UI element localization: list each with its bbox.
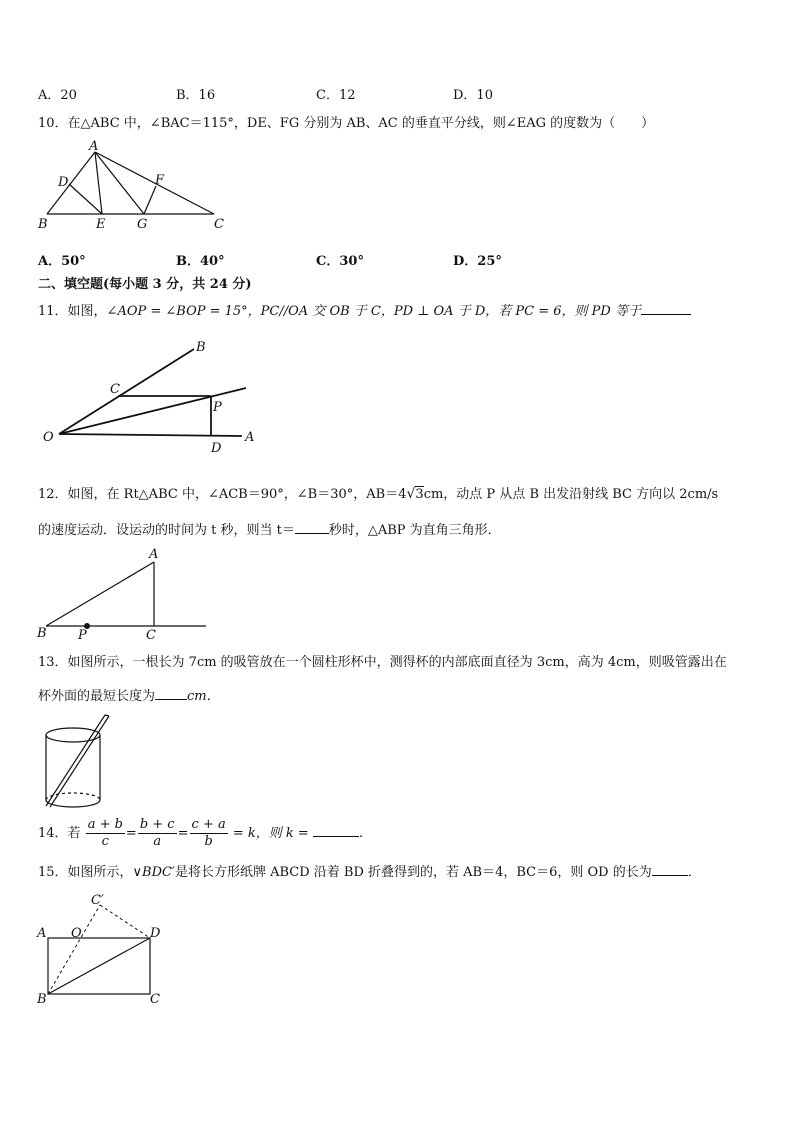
q15-label-o: O (71, 926, 82, 941)
q15-rectangle-fold-figure (36, 890, 176, 1010)
q10-option-b: B．40° (176, 254, 225, 269)
q10-label-e: E (96, 217, 106, 232)
q12-line2-a: 的速度运动．设运动的时间为 t 秒，则当 t＝ (38, 523, 295, 538)
q10-text: 10．在△ABC 中，∠BAC＝115°，DE、FG 分别为 AB、AC 的垂直平分线，则∠EAG 的度数为（ ） (38, 116, 655, 131)
q13-line2 (38, 687, 220, 706)
q10-label-a: A (89, 139, 99, 154)
q10-label-c: C (214, 217, 224, 232)
q13-line1: 13．如图所示，一根长为 7cm 的吸管放在一个圆柱形杯中，测得杯的内部底面直径为 3cm，高为 4cm，则吸管露出在 (38, 655, 727, 670)
q15-expression: ∨BDC′ (132, 865, 175, 880)
q15-label-c: C (150, 992, 160, 1007)
q14-answer-blank[interactable] (313, 824, 359, 837)
q9-option-c: C．12 (316, 88, 356, 103)
q12-right-triangle-figure (36, 545, 216, 645)
fraction-1-denominator: c (101, 834, 109, 849)
q10-label-f: F (155, 173, 165, 188)
q10-label-b: B (38, 217, 48, 232)
q11-label-c: C (110, 382, 120, 397)
fraction-2 (138, 817, 177, 850)
q12-label-p: P (78, 628, 87, 643)
q9-option-a: A．20 (38, 88, 77, 103)
q11-label-d: D (211, 441, 222, 456)
q15-text-a: 15．如图所示， (38, 865, 133, 880)
q10-option-d: D．25° (453, 254, 502, 269)
q9-option-b: B．16 (176, 88, 216, 103)
q15-text-b: 是将长方形纸牌 ABCD 沿着 BD 折叠得到的，若 AB＝4，BC＝6，则 OD 的长为 (174, 865, 652, 880)
fraction-2-denominator: a (153, 834, 162, 849)
q12-line2 (38, 521, 501, 540)
q14-prefix: 14．若 (38, 826, 81, 841)
fraction-3-numerator: c + a (191, 817, 226, 832)
q11-label-p: P (213, 400, 222, 415)
q14-text: 14．若 $\frac{a + b}{c}$ = $\frac{b + c}{a}$ = $\frac{c + a}{b}$ = k，则 k = . (38, 817, 364, 849)
q12-answer-blank[interactable] (295, 521, 329, 534)
q10-label-g: G (137, 217, 148, 232)
q11-label-a: A (245, 430, 255, 445)
q15-label-b: B (37, 992, 47, 1007)
q10-label-d: D (58, 175, 69, 190)
q15-label-c-prime: C′ (91, 893, 104, 908)
q12-line1-a: 12．如图，在 Rt△ABC 中，∠ACB＝90°，∠B＝30°，AB＝4 (38, 487, 407, 502)
q11-text (38, 302, 691, 321)
q11-expression: ∠AOP = ∠BOP = 15°，PC//OA 交 OB 于 C，PD ⊥ OA 于 D，若 PC = 6，则 PD 等于 (106, 304, 641, 319)
section-heading: 二、填空题(每小题 3 分，共 24 分) (38, 277, 252, 292)
fraction-1 (86, 817, 125, 850)
q11-answer-blank[interactable] (641, 302, 691, 315)
q11-label-b: B (196, 340, 206, 355)
q15-end: ． (687, 865, 701, 880)
fraction-3-denominator: b (204, 834, 213, 849)
q13-answer-blank[interactable] (155, 687, 187, 700)
q12-line1 (38, 485, 718, 504)
q10-option-a: A．50° (38, 254, 86, 269)
q15-label-a: A (37, 926, 47, 941)
q9-option-d: D．10 (453, 88, 493, 103)
q11-angle-figure (40, 335, 280, 455)
q15-label-d: D (150, 926, 161, 941)
sqrt-symbol: √ (406, 486, 416, 502)
q15-text (38, 863, 701, 882)
q13-line2-b: cm． (187, 689, 220, 704)
fraction-1-numerator: a + b (87, 817, 123, 832)
q13-cylinder-cup-figure (40, 712, 120, 812)
q10-triangle-figure (30, 140, 240, 235)
q12-label-a: A (149, 547, 159, 562)
q12-line2-b: 秒时，△ABP 为直角三角形． (328, 523, 501, 538)
q14-tail: = k，则 k = (232, 826, 309, 841)
q12-line1-b: cm，动点 P 从点 B 出发沿射线 BC 方向以 2cm/s (423, 487, 719, 502)
q11-prefix: 11．如图， (38, 304, 107, 319)
q12-label-b: B (37, 626, 47, 641)
q11-label-o: O (43, 430, 54, 445)
q12-radicand: 3 (415, 487, 424, 502)
q15-answer-blank[interactable] (652, 863, 688, 876)
fraction-2-numerator: b + c (139, 817, 175, 832)
q12-label-c: C (146, 628, 156, 643)
q14-end: . (358, 826, 364, 841)
fraction-3 (190, 817, 228, 850)
q10-option-c: C．30° (316, 254, 364, 269)
q13-line2-a: 杯外面的最短长度为 (38, 689, 156, 704)
